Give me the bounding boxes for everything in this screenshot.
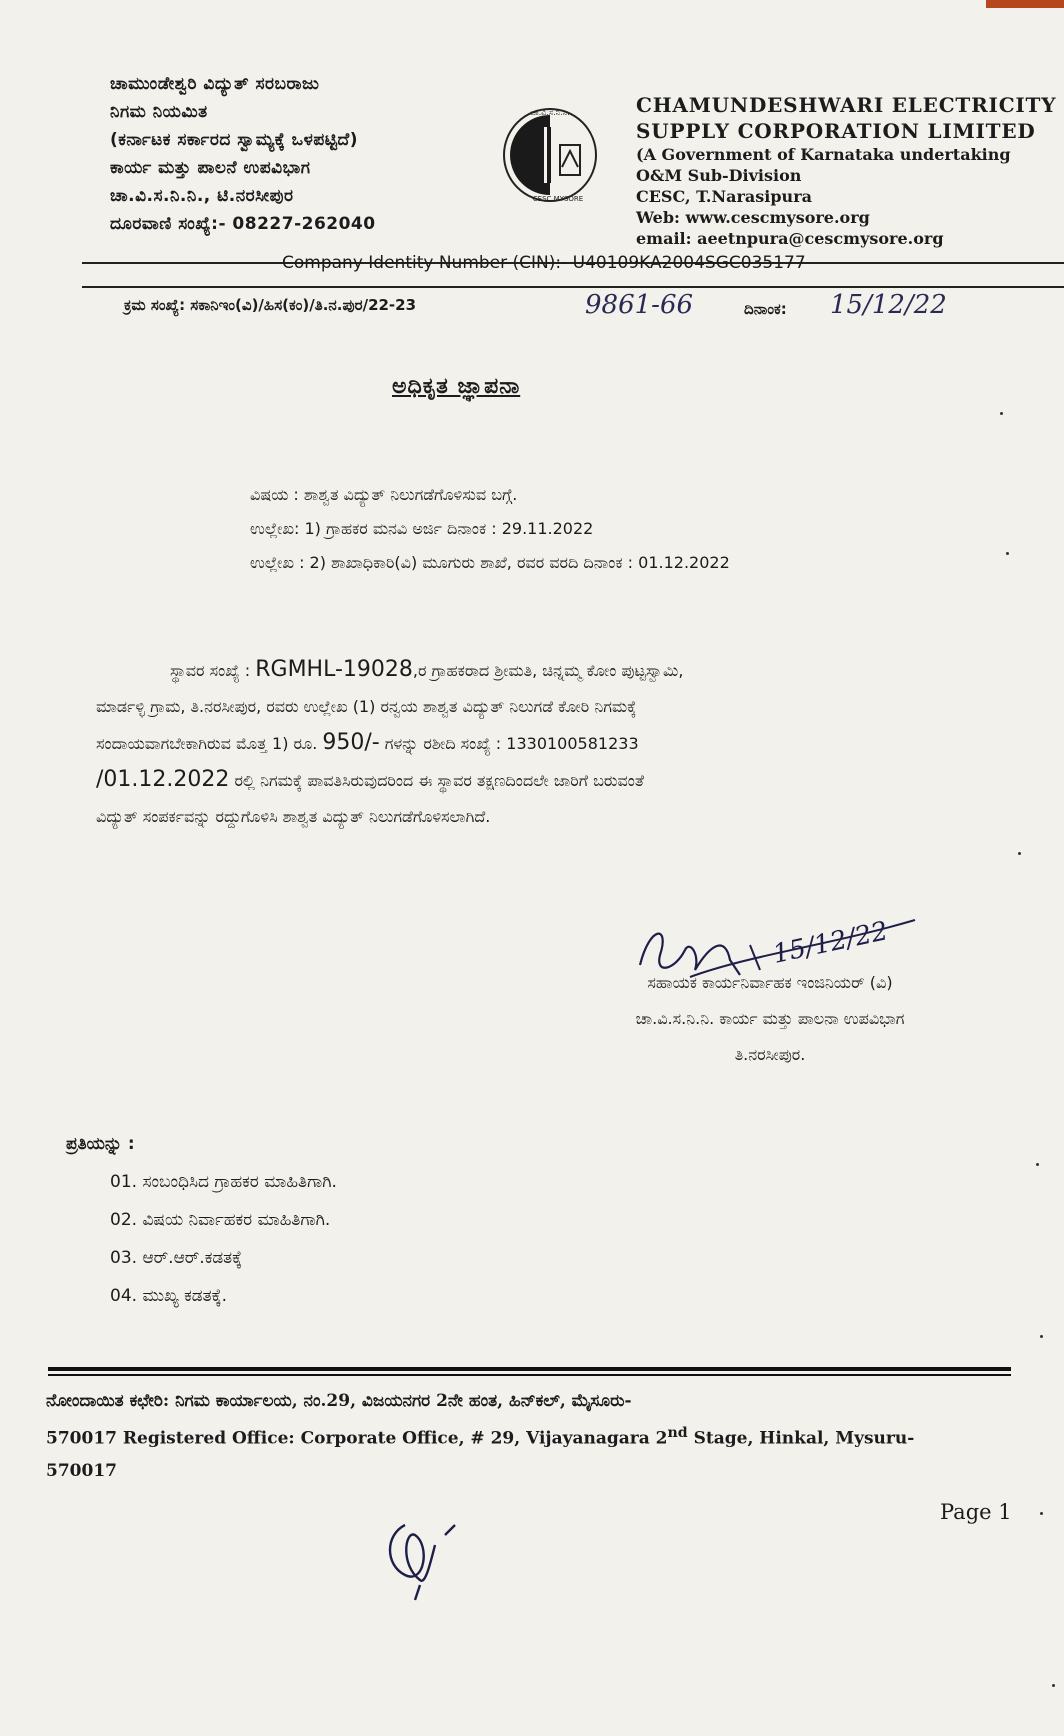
speck: [1040, 1512, 1043, 1515]
signatory-office: ಚಾ.ವಿ.ಸ.ನಿ.ನಿ. ಕಾರ್ಯ ಮತ್ತು ಪಾಲನಾ ಉಪವಿಭಾಗ: [635, 1009, 905, 1028]
signatory-designation: ಸಹಾಯಕ ಕಾರ್ಯನಿರ್ವಾಹಕ ಇಂಜಿನಿಯರ್ (ವಿ): [647, 973, 893, 992]
reference-1: ಉಲ್ಲೇಖ: 1) ಗ್ರಾಹಕರ ಮನವಿ ಅರ್ಜಿ ದಿನಾಂಕ : 29.11.2022: [250, 519, 594, 538]
signature-date: 15/12/22: [770, 916, 891, 970]
kn-header-phone: ದೂರವಾಣಿ ಸಂಖ್ಯೆ:- 08227-262040: [110, 214, 376, 234]
speck: [1052, 1684, 1055, 1687]
body-paragraph: [96, 652, 986, 835]
body-line-1: [96, 652, 986, 689]
installation-number: RGMHL-19028: [255, 657, 413, 682]
body-line1-post: ,ರ ಗ್ರಾಹಕರಾದ ಶ್ರೀಮತಿ, ಚಿನ್ನಮ್ಮ ಕೋಂ ಪುಟ್ಟಸ್ವಾಮಿ,: [412, 661, 684, 680]
document-title: ಅಧಿಕೃತ ಜ್ಞಾಪನಾ: [392, 374, 521, 399]
speck: [1036, 1163, 1039, 1166]
body-line-4: [96, 762, 986, 799]
date-label: ದಿನಾಂಕ:: [744, 300, 787, 318]
org-name-line2: SUPPLY CORPORATION LIMITED: [636, 119, 1036, 143]
body-line3-post: ಗಳನ್ನು ರಶೀದಿ ಸಂಖ್ಯೆ : 1330100581233: [379, 734, 639, 753]
kn-header-line3: (ಕರ್ನಾಟಕ ಸರ್ಕಾರದ ಸ್ವಾಮ್ಯಕ್ಕೆ ಒಳಪಟ್ಟಿದೆ): [110, 130, 358, 150]
initials-scribble-icon: [375, 1505, 475, 1605]
footer-line1: ನೋಂದಾಯಿತ ಕಛೇರಿ: ನಿಗಮ ಕಾರ್ಯಾಲಯ, ನಂ.29, ವಿಜಯನಗರ 2ನೇ ಹಂತ, ಹಿನ್‌ಕಲ್, ಮೈಸೂರು-: [46, 1391, 632, 1411]
reference-date: 15/12/22: [830, 290, 947, 320]
logo-bottom-text: CESC MYSORE: [532, 195, 584, 203]
amount: 950/-: [322, 730, 380, 755]
signature-block: [540, 965, 1000, 1073]
copies-heading: ಪ್ರತಿಯನ್ನು :: [66, 1134, 135, 1154]
body-line-3: [96, 725, 986, 762]
email: email: aeetnpura@cescmysore.org: [636, 229, 944, 248]
footer-line3: 570017: [46, 1460, 117, 1481]
org-name-line1: CHAMUNDESHWARI ELECTRICITY: [636, 93, 1057, 117]
footer-line2-post: Stage, Hinkal, Mysuru-: [687, 1428, 915, 1449]
speck: [1000, 412, 1003, 415]
list-item: 03. ಆರ್.ಆರ್.ಕಡತಕ್ಕೆ: [110, 1248, 243, 1268]
cesc-logo-icon: [500, 105, 600, 205]
reference-label: ಕ್ರಮ ಸಂಖ್ಯೆ: ಸಕಾನಿಇಂ(ವಿ)/ಹಿಸ(ಕಂ)/ತಿ.ನ.ಪುರ/22-23: [124, 296, 417, 314]
sub-division: O&M Sub-Division: [636, 166, 802, 185]
subject-block: [250, 478, 730, 580]
footer-line2-sup: nd: [667, 1425, 688, 1441]
receipt-date: /01.12.2022: [96, 767, 230, 792]
footer-line2-pre: 570017 Registered Office: Corporate Office, # 29, Vijayanagara 2: [46, 1428, 668, 1449]
speck: [1018, 852, 1021, 855]
signatory-place: ತಿ.ನರಸೀಪುರ.: [734, 1045, 806, 1064]
reference-number: 9861-66: [585, 290, 694, 320]
kn-header-line2: ನಿಗಮ ನಿಯಮಿತ: [110, 102, 208, 122]
reference-2: ಉಲ್ಲೇಖ : 2) ಶಾಖಾಧಿಕಾರಿ(ವಿ) ಮೂಗುರು ಶಾಖೆ, ರವರ ವರದಿ ದಿನಾಂಕ : 01.12.2022: [250, 553, 730, 572]
body-line-5: ವಿದ್ಯುತ್ ಸಂಪರ್ಕವನ್ನು ರದ್ದುಗೊಳಿಸಿ ಶಾಶ್ವತ ವಿದ್ಯುತ್ ನಿಲುಗಡೆಗೊಳಿಸಲಾಗಿದೆ.: [96, 807, 491, 826]
page-number: Page 1: [940, 1500, 1012, 1524]
list-item: 02. ವಿಷಯ ನಿರ್ವಾಹಕರ ಮಾಹಿತಿಗಾಗಿ.: [110, 1210, 331, 1230]
subject-line: ವಿಷಯ : ಶಾಶ್ವತ ವಿದ್ಯುತ್ ನಿಲುಗಡೆಗೊಳಿಸುವ ಬಗ್ಗೆ.: [250, 485, 518, 504]
kn-header-line5: ಚಾ.ವಿ.ಸ.ನಿ.ನಿ., ಟಿ.ನರಸೀಪುರ: [110, 186, 294, 206]
footer-line2: [46, 1417, 1036, 1455]
govt-undertaking: (A Government of Karnataka undertaking: [636, 145, 1011, 164]
list-item: 04. ಮುಖ್ಯ ಕಡತಕ್ಕೆ.: [110, 1286, 227, 1306]
cin-number: Company Identity Number (CIN):- U40109KA2004SGC035177: [282, 253, 806, 273]
footer-divider-2: [48, 1374, 1011, 1376]
registered-office-footer: [46, 1385, 1036, 1487]
english-letterhead: [636, 92, 1056, 249]
logo-top-text: ಚಾ.ವಿ.ಸ.ನಿ.ನಿ.: [530, 108, 570, 117]
kannada-letterhead: [110, 70, 490, 238]
speck: [1006, 552, 1009, 555]
kn-header-line1: ಚಾಮುಂಡೇಶ್ವರಿ ವಿದ್ಯುತ್ ಸರಬರಾಜು: [110, 74, 320, 94]
office-place: CESC, T.Narasipura: [636, 187, 812, 206]
body-line4-post: ರಲ್ಲಿ ನಿಗಮಕ್ಕೆ ಪಾವತಿಸಿರುವುದರಿಂದ ಈ ಸ್ಥಾವರ ತಕ್ಷಣದಿಂದಲೇ ಜಾರಿಗೆ ಬರುವಂತೆ: [229, 771, 644, 790]
corner-mark: [986, 0, 1064, 8]
body-line3-pre: ಸಂದಾಯವಾಗಬೇಕಾಗಿರುವ ಮೊತ್ತ 1) ರೂ.: [96, 734, 323, 753]
website: Web: www.cescmysore.org: [636, 208, 870, 227]
body-line1-pre: ಸ್ಥಾವರ ಸಂಖ್ಯೆ :: [170, 661, 256, 680]
header-divider-2: [82, 286, 1064, 288]
body-line-2: ಮಾರ್ಡಳ್ಳಿ ಗ್ರಾಮ, ತಿ.ನರಸೀಪುರ, ರವರು ಉಲ್ಲೇಖ (1) ರನ್ವಯ ಶಾಶ್ವತ ವಿದ್ಯುತ್ ನಿಲುಗಡೆ ಕೋರಿ ನಿಗಮಕ್ಕೆ: [96, 697, 637, 716]
copies-list: [66, 1125, 337, 1315]
footer-divider: [48, 1367, 1011, 1371]
kn-header-line4: ಕಾರ್ಯ ಮತ್ತು ಪಾಲನೆ ಉಪವಿಭಾಗ: [110, 158, 311, 178]
list-item: 01. ಸಂಬಂಧಿಸಿದ ಗ್ರಾಹಕರ ಮಾಹಿತಿಗಾಗಿ.: [110, 1172, 337, 1192]
speck: [1040, 1335, 1043, 1338]
